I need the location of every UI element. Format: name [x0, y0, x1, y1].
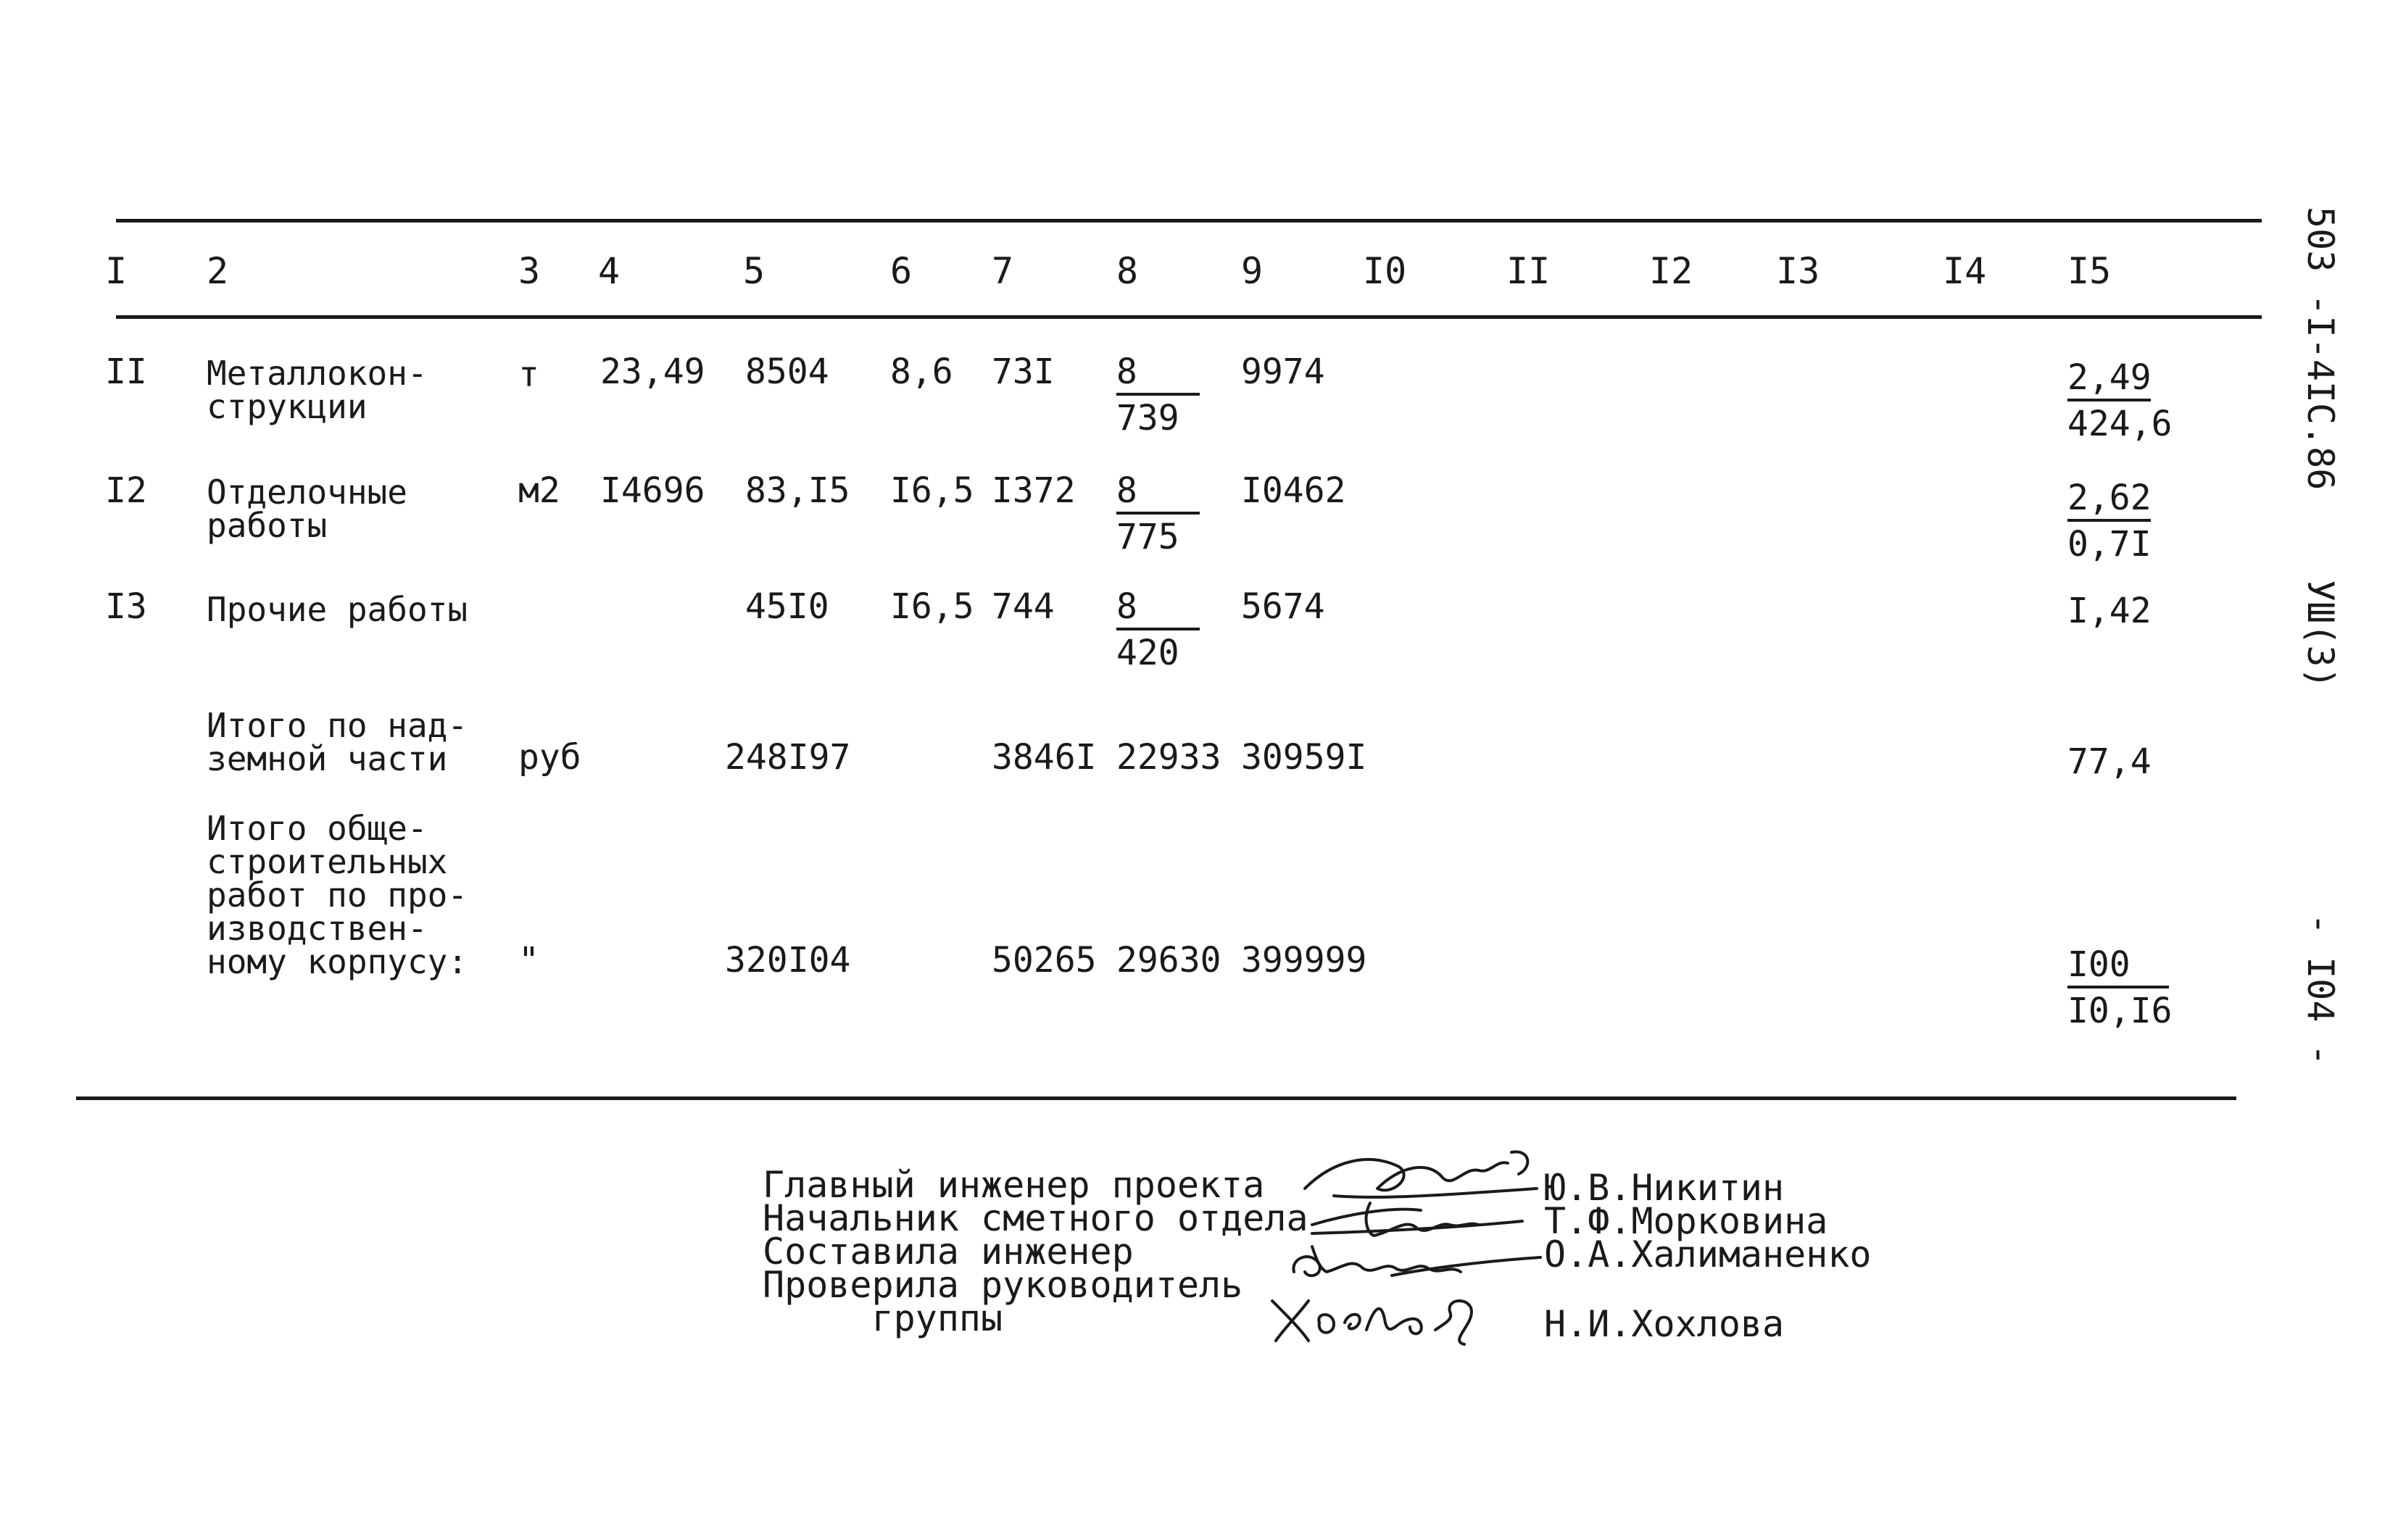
row-col7: 3846I [992, 737, 1097, 778]
row-col6: I6,5 [890, 586, 974, 627]
fraction-numerator: 2,49 [2067, 357, 2152, 398]
signer-role: Главный инженер проекта [763, 1164, 1265, 1206]
table-header-rule [116, 315, 2262, 319]
row-col8-fraction [1116, 351, 1200, 438]
col-header-11: II [1506, 250, 1551, 292]
margin-section-code: УШ(3) [2299, 580, 2341, 689]
fraction-numerator: 2,62 [2067, 478, 2152, 518]
row-number: I3 [105, 586, 147, 627]
fraction-denominator: 739 [1116, 398, 1179, 438]
margin-document-code: 503 -I-4IС.86 [2299, 207, 2341, 491]
row-unit-ditto: " [518, 940, 539, 981]
row-col15-fraction [2067, 944, 2173, 1031]
fraction-numerator: 8 [1116, 351, 1137, 392]
row-col7: 744 [992, 586, 1055, 627]
row-col8: 22933 [1116, 737, 1221, 778]
col-header-7: 7 [992, 250, 1014, 292]
row-unit: руб [518, 737, 581, 778]
row-col9: I0462 [1241, 470, 1346, 511]
col-header-15: I5 [2067, 250, 2112, 292]
row-col8: 29630 [1116, 940, 1221, 981]
signer-name: Ю.В.Никитин [1544, 1167, 1785, 1209]
row-col8-fraction [1116, 470, 1200, 557]
row-col9: 399999 [1241, 940, 1367, 981]
row-col5: 320I04 [725, 940, 851, 981]
row-col7: I372 [992, 470, 1076, 511]
fraction-numerator: 8 [1116, 586, 1137, 627]
col-header-12: I2 [1649, 250, 1693, 292]
fraction-denominator: I0,I6 [2067, 991, 2173, 1031]
fraction-denominator: 0,7I [2067, 524, 2152, 565]
fraction-denominator: 424,6 [2067, 404, 2173, 444]
table-bottom-rule [76, 1096, 2236, 1100]
row-col15-fraction [2067, 478, 2154, 565]
row-unit: м2 [518, 470, 560, 511]
signer-name: О.А.Халиманенко [1544, 1233, 1872, 1275]
row-col5: 8504 [745, 351, 829, 392]
row-col8-fraction [1116, 588, 1200, 671]
col-header-4: 4 [598, 250, 621, 292]
fraction-denominator: 420 [1116, 633, 1179, 673]
row-work-name: Отделочные работы [207, 473, 407, 545]
row-col5: 45I0 [745, 586, 829, 627]
row-col7: 73I [992, 351, 1055, 392]
signer-name: Т.Ф.Морковина [1544, 1200, 1828, 1242]
col-header-3: 3 [518, 250, 541, 292]
col-header-6: 6 [890, 250, 913, 292]
row-unit: т [518, 354, 539, 395]
signer-role: Начальник сметного отдела [763, 1197, 1308, 1239]
row-col4: 23,49 [600, 351, 705, 392]
row-col15: I,42 [2067, 591, 2152, 631]
row-col5: 83,I5 [745, 470, 850, 511]
row-number: II [105, 351, 147, 392]
row-work-name: Прочие работы [207, 590, 468, 629]
signer-name: Н.И.Хохлова [1544, 1303, 1785, 1345]
row-col9: 5674 [1241, 586, 1325, 627]
row-col6: I6,5 [890, 470, 974, 511]
row-col7: 50265 [992, 940, 1097, 981]
fraction-numerator: I00 [2067, 944, 2131, 985]
col-header-8: 8 [1116, 250, 1139, 292]
row-work-name: Металлокон- струкции [207, 354, 428, 426]
col-header-10: I0 [1363, 250, 1407, 292]
signer-role: Составила инженер [763, 1231, 1134, 1273]
col-header-5: 5 [743, 250, 766, 292]
col-header-2: 2 [207, 250, 229, 292]
row-col4: I4696 [600, 470, 705, 511]
row-col9: 30959I [1241, 737, 1367, 778]
table-top-rule [116, 219, 2262, 222]
signer-role: Проверила руководитель группы [763, 1264, 1243, 1339]
row-col15-fraction [2067, 357, 2173, 444]
row-col6: 8,6 [890, 351, 953, 392]
margin-page-number: - I04 - [2299, 913, 2341, 1066]
col-header-14: I4 [1943, 250, 1987, 292]
row-col9: 9974 [1241, 351, 1325, 392]
row-work-name: Итого по над- земной части [207, 706, 468, 778]
row-number: I2 [105, 470, 147, 511]
row-work-name: Итого обще- строительных работ по про- изводствен- ному корпусу: [207, 809, 468, 981]
row-col15: 77,4 [2067, 741, 2152, 782]
fraction-denominator: 775 [1116, 517, 1179, 557]
handwritten-signature [1265, 1279, 1511, 1352]
col-header-9: 9 [1241, 250, 1264, 292]
fraction-numerator: 8 [1116, 470, 1137, 511]
col-header-13: I3 [1776, 250, 1820, 292]
col-header-1: I [105, 250, 128, 292]
row-col5: 248I97 [725, 737, 851, 778]
